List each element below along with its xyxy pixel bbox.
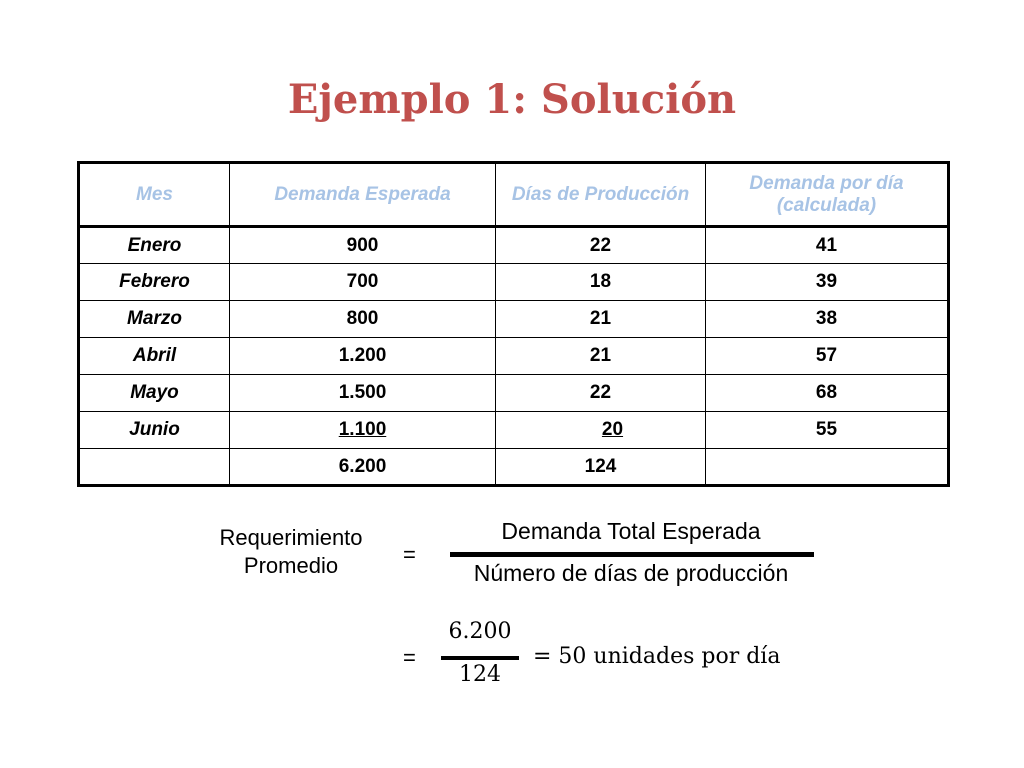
cell-month: Abril [79, 338, 230, 375]
table-row [79, 338, 949, 375]
cell-daily-demand: 55 [706, 412, 949, 449]
cell-days: 21 [496, 338, 706, 375]
cell-month: Marzo [79, 301, 230, 338]
formula-label [196, 524, 386, 580]
fraction-bar [441, 656, 519, 660]
fraction-bar [450, 552, 814, 557]
formula-result: = 50 unidades por día [533, 644, 781, 669]
cell-days: 22 [496, 375, 706, 412]
table-header-row [79, 163, 949, 227]
formula-numerator: Demanda Total Esperada [501, 518, 761, 544]
cell-month: Junio [79, 412, 230, 449]
table-totals-row [79, 449, 949, 486]
cell-demand: 1.200 [230, 338, 496, 375]
cell-days: 21 [496, 301, 706, 338]
cell-daily-demand [706, 449, 949, 486]
cell-demand-value: 1.100 [338, 419, 387, 440]
header-demanda-esperada: Demanda Esperada [230, 163, 496, 227]
slide-title: Ejemplo 1: Solución [287, 76, 737, 123]
cell-daily-demand: 39 [706, 264, 949, 301]
table-row [79, 375, 949, 412]
cell-month [79, 449, 230, 486]
cell-month: Enero [79, 227, 230, 264]
table-row [79, 412, 949, 449]
calc-numerator: 6.200 [448, 619, 512, 644]
cell-total-demand: 6.200 [230, 449, 496, 486]
header-dias-produccion: Días de Producción [496, 163, 706, 227]
formula-denominator: Número de días de producción [473, 560, 789, 586]
table-row [79, 301, 949, 338]
cell-demand: 800 [230, 301, 496, 338]
calc-denominator: 124 [459, 662, 501, 687]
formula-label-line2: Promedio [243, 553, 339, 578]
cell-demand [230, 412, 496, 449]
cell-month: Mayo [79, 375, 230, 412]
cell-demand: 900 [230, 227, 496, 264]
cell-daily-demand: 68 [706, 375, 949, 412]
cell-daily-demand: 41 [706, 227, 949, 264]
table-row [79, 264, 949, 301]
cell-days [496, 412, 706, 449]
cell-total-days: 124 [496, 449, 706, 486]
cell-daily-demand: 38 [706, 301, 949, 338]
equals-sign: = [403, 542, 416, 567]
header-mes: Mes [79, 163, 230, 227]
cell-days: 22 [496, 227, 706, 264]
cell-daily-demand: 57 [706, 338, 949, 375]
header-demanda-por-dia: Demanda por día (calculada) [706, 163, 949, 227]
cell-days: 18 [496, 264, 706, 301]
cell-days-value: 20 [601, 419, 624, 440]
equals-sign: = [403, 645, 416, 670]
table-row [79, 227, 949, 264]
cell-month: Febrero [79, 264, 230, 301]
cell-demand: 700 [230, 264, 496, 301]
formula-label-line1: Requerimiento [219, 525, 363, 550]
demand-table [77, 161, 950, 487]
cell-demand: 1.500 [230, 375, 496, 412]
